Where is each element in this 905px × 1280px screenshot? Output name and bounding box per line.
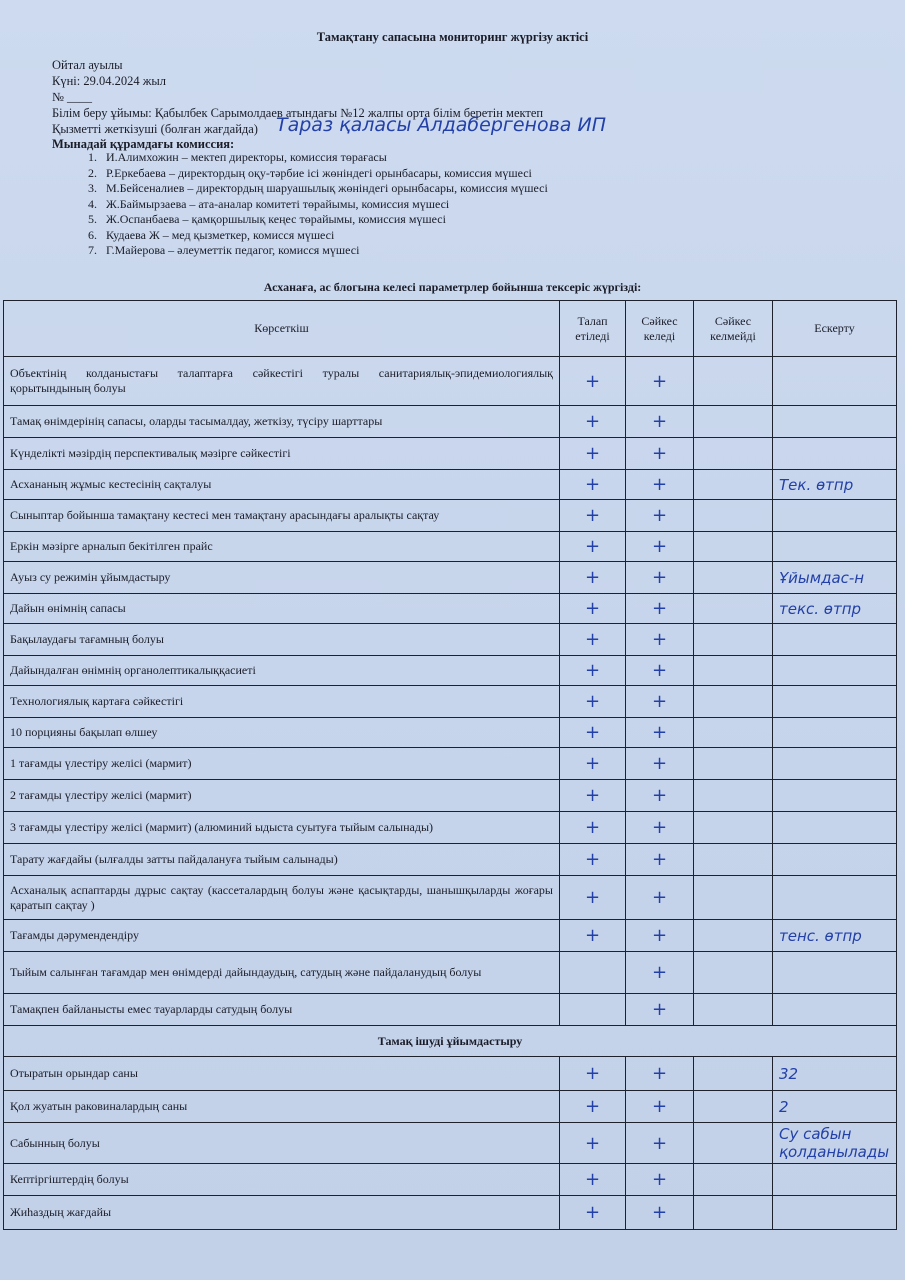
nomatch-cell <box>694 1123 773 1164</box>
required-cell: + <box>560 470 626 500</box>
note-cell <box>773 500 897 532</box>
indicator-cell: Дайын өнімнің сапасы <box>4 594 560 624</box>
required-cell: + <box>560 844 626 876</box>
table-row <box>4 844 897 876</box>
commission-label: Мынадай құрамдағы комиссия: <box>52 137 235 151</box>
table-row <box>4 686 897 718</box>
note-cell: Ұйымдас-н <box>773 562 897 594</box>
note-cell <box>773 994 897 1026</box>
nomatch-cell <box>694 624 773 656</box>
table-row <box>4 1057 897 1091</box>
required-cell: + <box>560 406 626 438</box>
nomatch-cell <box>694 920 773 952</box>
indicator-cell: Асханалық аспаптарды дұрыс сақтау (кассеталардың болуы және қасықтарды, шанышқыларды жоғары қаратып сақтау ) <box>4 876 560 920</box>
note-cell <box>773 656 897 686</box>
note-cell <box>773 1196 897 1230</box>
document-title: Тамақтану сапасына мониторинг жүргізу актісі <box>316 30 589 44</box>
indicator-cell: Технологиялық картаға сәйкестігі <box>4 686 560 718</box>
member-item: 4. Ж.Баймырзаева – ата-аналар комитеті төрайымы, комиссия мүшесі <box>100 197 548 213</box>
indicator-cell: Тамақпен байланысты емес тауарларды сатудың болуы <box>4 994 560 1026</box>
table-row <box>4 500 897 532</box>
note-cell <box>773 624 897 656</box>
table-row <box>4 780 897 812</box>
table-row <box>4 406 897 438</box>
provider-line <box>52 122 258 137</box>
note-cell <box>773 718 897 748</box>
indicator-cell: Тарату жағдайы (ылғалды затты пайдалануға тыйым салынады) <box>4 844 560 876</box>
required-cell: + <box>560 876 626 920</box>
indicator-cell: Тамақ өнімдерінің сапасы, оларды тасымалдау, жеткізу, түсіру шарттары <box>4 406 560 438</box>
table-row <box>4 718 897 748</box>
nomatch-cell <box>694 718 773 748</box>
indicator-cell: 1 тағамды үлестіру желісі (мармит) <box>4 748 560 780</box>
table-row <box>4 624 897 656</box>
inspection-table <box>3 300 897 1230</box>
nomatch-cell <box>694 500 773 532</box>
indicator-cell: 2 тағамды үлестіру желісі (мармит) <box>4 780 560 812</box>
table-row <box>4 812 897 844</box>
nomatch-cell <box>694 357 773 406</box>
note-cell <box>773 748 897 780</box>
table-row <box>4 876 897 920</box>
indicator-cell: Асхананың жұмыс кестесінің сақталуы <box>4 470 560 500</box>
indicator-cell: Объектінің колданыстағы талаптарға сәйкестігі туралы санитариялық-эпидемиологиялық қорытындының болуы <box>4 357 560 406</box>
nomatch-cell <box>694 1091 773 1123</box>
indicator-cell: Жиһаздың жағдайы <box>4 1196 560 1230</box>
table-row <box>4 532 897 562</box>
required-cell: + <box>560 1123 626 1164</box>
match-cell: + <box>626 624 694 656</box>
required-cell: + <box>560 1057 626 1091</box>
nomatch-cell <box>694 562 773 594</box>
required-cell: + <box>560 1091 626 1123</box>
match-cell: + <box>626 532 694 562</box>
match-cell: + <box>626 594 694 624</box>
table-row <box>4 952 897 994</box>
required-cell: + <box>560 500 626 532</box>
note-cell <box>773 686 897 718</box>
required-cell: + <box>560 656 626 686</box>
required-cell: + <box>560 624 626 656</box>
table-row <box>4 594 897 624</box>
note-cell <box>773 1164 897 1196</box>
nomatch-cell <box>694 532 773 562</box>
required-cell: + <box>560 686 626 718</box>
nomatch-cell <box>694 470 773 500</box>
match-cell: + <box>626 470 694 500</box>
date-line: Күні: 29.04.2024 жыл <box>52 74 166 88</box>
nomatch-cell <box>694 1196 773 1230</box>
nomatch-cell <box>694 686 773 718</box>
note-cell <box>773 406 897 438</box>
nomatch-cell <box>694 438 773 470</box>
required-cell: + <box>560 562 626 594</box>
indicator-cell: Еркін мәзірге арналып бекітілген прайс <box>4 532 560 562</box>
note-cell: 2 <box>773 1091 897 1123</box>
match-cell: + <box>626 562 694 594</box>
nomatch-cell <box>694 780 773 812</box>
indicator-cell: Сабынның болуы <box>4 1123 560 1164</box>
table-row <box>4 438 897 470</box>
nomatch-cell <box>694 812 773 844</box>
note-cell <box>773 876 897 920</box>
match-cell: + <box>626 876 694 920</box>
header-note: Ескерту <box>773 301 897 357</box>
indicator-cell: Тағамды дәрумендендіру <box>4 920 560 952</box>
member-item: 5. Ж.Оспанбаева – қамқоршылық кеңес төрайымы, комиссия мүшесі <box>100 212 548 228</box>
nomatch-cell <box>694 1164 773 1196</box>
match-cell: + <box>626 656 694 686</box>
table-row <box>4 562 897 594</box>
nomatch-cell <box>694 656 773 686</box>
match-cell: + <box>626 748 694 780</box>
table-row <box>4 656 897 686</box>
match-cell: + <box>626 920 694 952</box>
header-nomatch: Сәйкес келмейді <box>694 301 773 357</box>
match-cell: + <box>626 780 694 812</box>
table-header-row <box>4 301 897 357</box>
table-row <box>4 994 897 1026</box>
section-row <box>4 1026 897 1057</box>
note-cell <box>773 952 897 994</box>
nomatch-cell <box>694 994 773 1026</box>
match-cell: + <box>626 1057 694 1091</box>
nomatch-cell <box>694 952 773 994</box>
number-line: № ____ <box>52 90 93 104</box>
required-cell <box>560 952 626 994</box>
note-cell <box>773 438 897 470</box>
table-row <box>4 920 897 952</box>
required-cell: + <box>560 357 626 406</box>
inspection-subtitle: Асханаға, ас блогына келесі параметрлер бойынша тексеріс жүргізді: <box>263 280 642 294</box>
provider-handwritten: Тараз қаласы Алдабергенова ИП <box>276 114 606 136</box>
section-title: Тамақ ішуді ұйымдастыру <box>4 1026 897 1057</box>
note-cell <box>773 532 897 562</box>
table-row <box>4 357 897 406</box>
indicator-cell: Сыныптар бойынша тамақтану кестесі мен тамақтану арасындағы аралықты сақтау <box>4 500 560 532</box>
required-cell: + <box>560 1164 626 1196</box>
member-item: 2. Р.Еркебаева – директордың оқу-тәрбие ісі жөніндегі орынбасары, комиссия мүшесі <box>100 166 548 182</box>
note-cell: Су сабын қолданылады <box>773 1123 897 1164</box>
nomatch-cell <box>694 844 773 876</box>
note-cell: тенс. өтпр <box>773 920 897 952</box>
match-cell: + <box>626 686 694 718</box>
indicator-cell: Күнделікті мәзірдің перспективалық мәзірге сәйкестігі <box>4 438 560 470</box>
required-cell: + <box>560 748 626 780</box>
table-row <box>4 1196 897 1230</box>
note-cell <box>773 812 897 844</box>
organization-name: Қабылбек Сарымолдаев атындағы №12 жалпы орта білім беретін мектеп <box>154 106 544 120</box>
member-item: 3. М.Бейсеналиев – директордың шаруашылық жөніндегі орынбасары, комиссия мүшесі <box>100 181 548 197</box>
required-cell <box>560 994 626 1026</box>
note-cell <box>773 844 897 876</box>
commission-members <box>60 150 548 259</box>
indicator-cell: Қол жуатын раковиналардың саны <box>4 1091 560 1123</box>
match-cell: + <box>626 952 694 994</box>
match-cell: + <box>626 844 694 876</box>
village-line: Ойтал ауылы <box>52 58 123 72</box>
match-cell: + <box>626 406 694 438</box>
indicator-cell: Дайындалған өнімнің органолептикалыққасиеті <box>4 656 560 686</box>
note-cell <box>773 357 897 406</box>
match-cell: + <box>626 812 694 844</box>
match-cell: + <box>626 500 694 532</box>
nomatch-cell <box>694 748 773 780</box>
required-cell: + <box>560 532 626 562</box>
match-cell: + <box>626 1091 694 1123</box>
provider-label: Қызметті жеткізуші (болған жағдайда) <box>52 122 258 136</box>
indicator-cell: Ауыз су режимін ұйымдастыру <box>4 562 560 594</box>
header-required: Талап етіледі <box>560 301 626 357</box>
note-cell: текс. өтпр <box>773 594 897 624</box>
match-cell: + <box>626 1164 694 1196</box>
organization-label: Білім беру ұйымы: <box>52 106 152 120</box>
member-item: 6. Кудаева Ж – мед қызметкер, комисся мүшесі <box>100 228 548 244</box>
table-row <box>4 1164 897 1196</box>
required-cell: + <box>560 438 626 470</box>
required-cell: + <box>560 780 626 812</box>
nomatch-cell <box>694 876 773 920</box>
required-cell: + <box>560 718 626 748</box>
header-indicator: Көрсеткіш <box>4 301 560 357</box>
table-row <box>4 470 897 500</box>
nomatch-cell <box>694 406 773 438</box>
match-cell: + <box>626 1196 694 1230</box>
required-cell: + <box>560 594 626 624</box>
match-cell: + <box>626 438 694 470</box>
match-cell: + <box>626 1123 694 1164</box>
member-item: 1. И.Алимхожин – мектеп директоры, комиссия төрағасы <box>100 150 548 166</box>
indicator-cell: 10 порцияны бақылап өлшеу <box>4 718 560 748</box>
indicator-cell: Кептіргіштердің болуы <box>4 1164 560 1196</box>
indicator-cell: Тыйым салынған тағамдар мен өнімдерді дайындаудың, сатудың және пайдаланудың болуы <box>4 952 560 994</box>
required-cell: + <box>560 812 626 844</box>
table-row <box>4 1091 897 1123</box>
indicator-cell: 3 тағамды үлестіру желісі (мармит) (алюминий ыдыста суытуға тыйым салынады) <box>4 812 560 844</box>
required-cell: + <box>560 920 626 952</box>
required-cell: + <box>560 1196 626 1230</box>
table-row <box>4 748 897 780</box>
match-cell: + <box>626 718 694 748</box>
header-match: Сәйкес келеді <box>626 301 694 357</box>
table-row <box>4 1123 897 1164</box>
nomatch-cell <box>694 594 773 624</box>
match-cell: + <box>626 994 694 1026</box>
note-cell: Тек. өтпр <box>773 470 897 500</box>
nomatch-cell <box>694 1057 773 1091</box>
note-cell <box>773 780 897 812</box>
indicator-cell: Бақылаудағы тағамның болуы <box>4 624 560 656</box>
indicator-cell: Отыратын орындар саны <box>4 1057 560 1091</box>
match-cell: + <box>626 357 694 406</box>
member-item: 7. Г.Майерова – әлеуметтік педагог, комисся мүшесі <box>100 243 548 259</box>
note-cell: 32 <box>773 1057 897 1091</box>
